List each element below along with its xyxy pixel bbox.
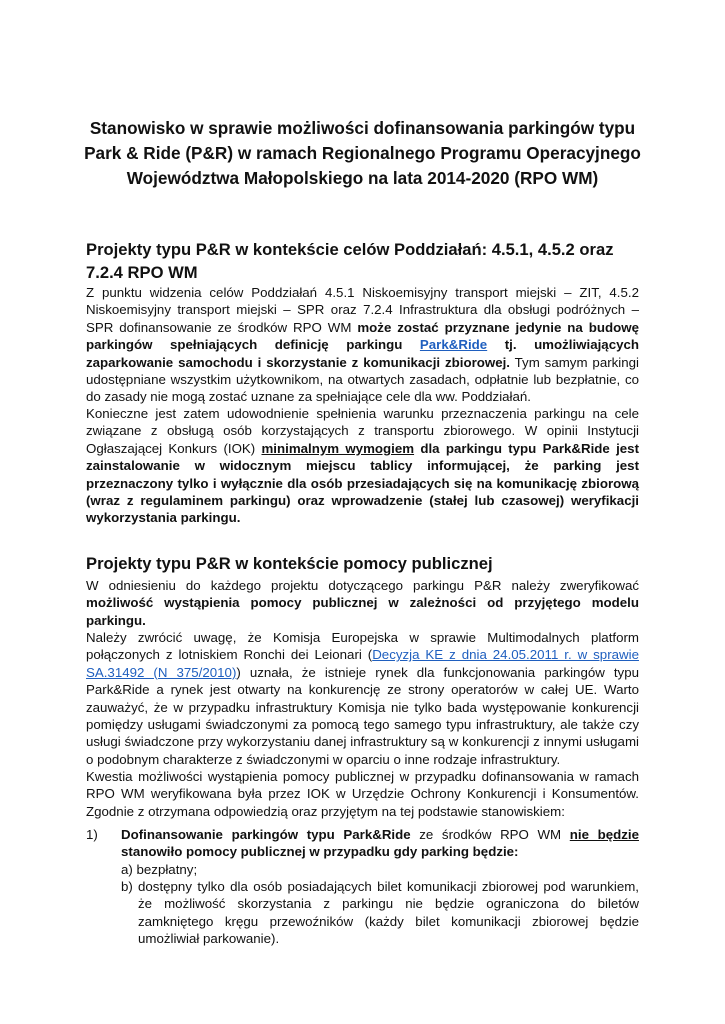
bold-text: Dofinansowanie parkingów typu Park&Ride <box>121 827 411 842</box>
decision-link[interactable]: Decyzja KE z dnia 24.05.2011 r. w sprawie SA.31492 (N 375/2010) <box>86 647 639 680</box>
document-title: Stanowisko w sprawie możliwości dofinansowania parkingów typu Park & Ride (P&R) w ramach Regionalnego Programu Operacyjnego Województwa Małopolskiego na lata 2014-2020 (RPO WM) <box>84 118 641 188</box>
text: Konieczne jest zatem udowodnienie spełnienia warunku przeznaczenia parkingu na cele związane z obsługą osób korzystających z transportu zbiorowego. W opinii Instytucji Ogłaszającej Konkurs (IOK) <box>86 406 639 456</box>
bold-text: tj. umożliwiających zaparkowanie samochodu i skorzystanie z komunikacji zbiorowej. <box>86 337 639 370</box>
list-number: 1) <box>86 827 98 842</box>
bold-text: dla parkingu typu Park&Ride jest zainstalowanie w widocznym miejscu tablicy informującej, że parking jest przeznaczony tylko i wyłącznie dla osób przesiadających się na komunikację zbiorową (wraz z regulaminem parkingu) oraz wprowadzenie (stałej lub czasowej) weryfikacji wykorzystania parkingu. <box>86 440 640 526</box>
section-heading-objectives: Projekty typu P&R w kontekście celów Poddziałań: 4.5.1, 4.5.2 oraz 7.2.4 RPO WM <box>86 240 614 282</box>
paragraph-european-commission <box>86 629 639 768</box>
bold-underlined-text: minimalnym wymogiem <box>261 440 415 456</box>
list-subitem-b: dostępny tylko dla osób posiadających bilet komunikacji zbiorowej pod warunkiem, że możliwość skorzystania z parkingu nie będzie ograniczona do biletów zamkniętego kręgu przewoźników (każdy bilet komunikacji zbiorowej będzie umożliwiał parkowanie). <box>138 879 639 947</box>
bold-underlined-text: nie będzie <box>569 827 639 842</box>
park-and-ride-link[interactable]: Park&Ride <box>419 337 488 353</box>
list-subitem-a: a) bezpłatny; <box>121 862 198 877</box>
text: ) uznała, że istnieje rynek dla funkcjonowania parkingów typu Park&Ride a rynek jest otwarty na konkurencję ze strony operatorów w całej UE. Warto zauważyć, że w przypadku infrastruktury Komisja nie tylko bada występowanie konkurencji pomiędzy usługami świadczonymi za pomocą tego samego typu infrastruktury, ale także czy usługi świadczone przy wykorzystaniu danej infrastruktury są w konkurencji z innymi usługami o podobnym charakterze z świadczonymi w oparciu o inne rodzaje infrastruktury. <box>86 664 639 767</box>
text: W odniesieniu do każdego projektu dotyczącego parkingu P&R należy zweryfikować <box>86 578 639 593</box>
paragraph-uokik: Kwestia możliwości wystąpienia pomocy publicznej w przypadku dofinansowania w ramach RPO WM weryfikowana była przez IOK w Urzędzie Ochrony Konkurencji i Konsumentów. Zgodnie z otrzymana odpowiedzią oraz przyjętym na tej podstawie stanowiskiem: <box>86 769 639 819</box>
text: Z punktu widzenia celów Poddziałań 4.5.1 Niskoemisyjny transport miejski – ZIT, 4.5.2 Niskoemisyjny transport miejski – SPR oraz 7.2.4 Infrastruktura dla obsługi podróżnych – SPR dofinansowanie ze środków RPO WM <box>86 285 639 335</box>
list-subitem-b-label: b) <box>121 879 133 894</box>
bold-text: może zostać przyznane jedynie na budowę parkingów spełniających definicję parkingu <box>86 319 639 353</box>
bold-text: stanowiło pomocy publicznej w przypadku gdy parking będzie: <box>121 844 519 860</box>
text: ze środków RPO WM <box>410 827 570 842</box>
paragraph-minimal-requirement <box>86 405 639 527</box>
paragraph-objectives <box>86 284 639 406</box>
text: Należy zwrócić uwagę, że Komisja Europejska w sprawie Multimodalnych platform połączonych z lotniskiem Ronchi dei Leionari ( <box>86 630 639 663</box>
section-heading-state-aid: Projekty typu P&R w kontekście pomocy publicznej <box>86 554 493 573</box>
text: Tym samym parkingi udostępniane wszystkim użytkownikom, na otwartych zasadach, odpłatnie lub bezpłatnie, co do zasady nie mogą zostać uznane za spełniające cele dla ww. Poddziałań. <box>86 354 639 405</box>
bold-text: możliwość wystąpienia pomocy publicznej w zależności od przyjętego modelu parkingu. <box>86 595 639 628</box>
paragraph-verify-state-aid <box>86 577 639 629</box>
list-item-1 <box>121 826 639 861</box>
